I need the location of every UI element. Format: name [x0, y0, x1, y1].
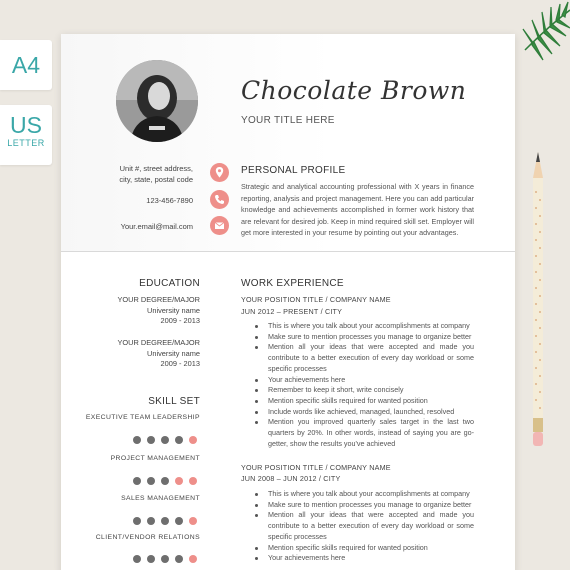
- education-entry: [117, 295, 200, 327]
- skill-dot-empty: [175, 477, 183, 485]
- skill-dot-filled: [133, 436, 141, 444]
- years: 2009 - 2013: [160, 316, 200, 325]
- contact-address: [119, 163, 193, 185]
- skill-dot-empty: [189, 477, 197, 485]
- job-bullet: This is where you talk about your accomplishments at company: [241, 489, 474, 500]
- skill-dot-empty: [189, 555, 197, 563]
- phone-icon: [210, 190, 229, 209]
- us-label: US: [10, 112, 42, 138]
- resume-page: [61, 34, 515, 570]
- skill-rating: [133, 472, 203, 480]
- job-bullet: Mention all your ideas that were accepted and made you contribute to a better execution of every day workload or some specific processes: [241, 342, 474, 374]
- skill-rating: [133, 550, 203, 558]
- job-bullet: Mention you improved quarterly sales target in the last two quarters by 20%. In other words, instead of saying you are go-getter, show the results you've achieved: [241, 417, 474, 449]
- job-bullet: Include words like achieved, managed, launched, resolved: [241, 407, 474, 418]
- education-entry: [117, 338, 200, 370]
- degree: YOUR DEGREE/MAJOR: [117, 338, 200, 347]
- skill-rating: [133, 431, 203, 439]
- skill-dot-empty: [189, 436, 197, 444]
- experience-heading: WORK EXPERIENCE: [241, 278, 344, 289]
- job-bullets: [241, 321, 474, 449]
- job-dates: JUN 2008 – JUN 2012 / CITY: [241, 474, 341, 483]
- job-bullet: Your achievements here: [241, 375, 474, 386]
- a4-badge: [0, 40, 52, 90]
- job-bullet: Make sure to mention processes you manage to organize better: [241, 332, 474, 343]
- resume-name: Chocolate Brown: [241, 76, 467, 105]
- job-title: YOUR POSITION TITLE / COMPANY NAME: [241, 295, 391, 304]
- job-bullet: Mention all your ideas that were accepted and made you contribute to a better execution of every day workload or some specific processes: [241, 510, 474, 542]
- skill-dot-filled: [161, 477, 169, 485]
- palm-leaf-icon: [510, 0, 570, 80]
- skill-dot-filled: [147, 517, 155, 525]
- job-bullet: Your achievements here: [241, 553, 474, 564]
- skill-name: CLIENT/VENDOR RELATIONS: [95, 534, 200, 541]
- skill-dot-empty: [189, 517, 197, 525]
- skill-rating: [133, 512, 203, 520]
- contact-email: Your.email@mail.com: [120, 222, 193, 231]
- pencil-icon: [527, 152, 549, 452]
- job-dates: JUN 2012 – PRESENT / CITY: [241, 307, 343, 316]
- job-title: YOUR POSITION TITLE / COMPANY NAME: [241, 463, 391, 472]
- university: University name: [147, 348, 200, 358]
- skill-dot-filled: [147, 436, 155, 444]
- job-bullet: Mention specific skills required for wanted position: [241, 396, 474, 407]
- profile-heading: PERSONAL PROFILE: [241, 165, 346, 176]
- skill-name: PROJECT MANAGEMENT: [110, 455, 200, 462]
- contact-phone: 123-456-7890: [146, 196, 193, 205]
- skill-dot-filled: [133, 477, 141, 485]
- skill-dot-filled: [161, 517, 169, 525]
- profile-text: Strategic and analytical accounting professional with X years in finance reporting, analysis and project management. Here you can add particular knowledge and achievements accomplished in former work history that are relevant for desired job. Keep in mind required skill set. Employer will get more interested in your resume by pointing out your advantages.: [241, 182, 474, 237]
- job-bullet: Remember to keep it short, write concisely: [241, 385, 474, 396]
- skill-dot-filled: [175, 436, 183, 444]
- job-bullet: Mention specific skills required for wanted position: [241, 543, 474, 554]
- skills-heading: SKILL SET: [148, 396, 200, 407]
- job-bullet: Make sure to mention processes you manage to organize better: [241, 500, 474, 511]
- profile-photo: [116, 60, 198, 142]
- university: University name: [147, 305, 200, 315]
- letter-label: LETTER: [7, 138, 45, 148]
- address-line-1: Unit #, street address,: [119, 164, 193, 173]
- skill-name: SALES MANAGEMENT: [121, 495, 200, 502]
- location-pin-icon: [210, 163, 229, 182]
- skill-dot-filled: [161, 555, 169, 563]
- skill-dot-filled: [175, 517, 183, 525]
- years: 2009 - 2013: [160, 359, 200, 368]
- skill-dot-filled: [161, 436, 169, 444]
- job-bullet: This is where you talk about your accomplishments at company: [241, 321, 474, 332]
- education-heading: EDUCATION: [139, 278, 200, 289]
- skill-dot-filled: [147, 477, 155, 485]
- job-bullets: [241, 489, 474, 564]
- mail-icon: [210, 216, 229, 235]
- skill-dot-filled: [133, 517, 141, 525]
- degree: YOUR DEGREE/MAJOR: [117, 295, 200, 304]
- skill-dot-filled: [133, 555, 141, 563]
- skill-dot-filled: [175, 555, 183, 563]
- resume-title: YOUR TITLE HERE: [241, 115, 335, 126]
- skill-dot-filled: [147, 555, 155, 563]
- skill-name: EXECUTIVE TEAM LEADERSHIP: [85, 414, 200, 421]
- us-letter-badge: [0, 105, 52, 165]
- a4-label: A4: [11, 52, 41, 78]
- address-line-2: city, state, postal code: [119, 175, 193, 184]
